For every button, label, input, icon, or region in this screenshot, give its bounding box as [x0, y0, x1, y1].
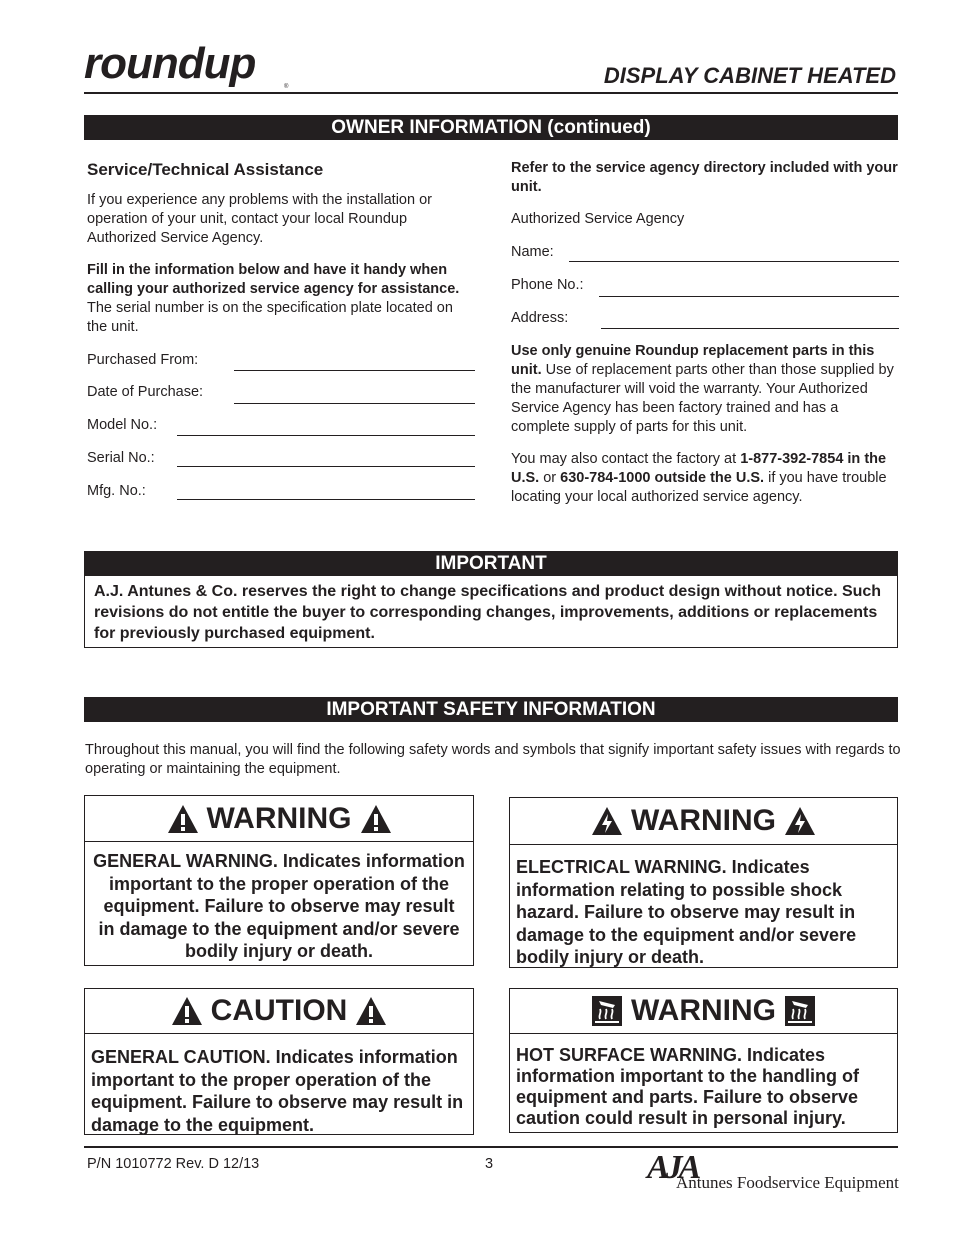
general-caution-header — [85, 989, 473, 1034]
document-title: DISPLAY CABINET HEATED — [603, 63, 896, 88]
antunes-logo: AJA — [647, 1149, 698, 1186]
general-warning-box — [84, 795, 474, 966]
exclamation-triangle-icon — [355, 995, 387, 1027]
general-warning-header — [85, 796, 473, 842]
general-caution-box — [84, 988, 474, 1135]
general-caution-text: GENERAL CAUTION. Indicates information important to the proper operation of the equipment. Failure to observe may result in damage to the equipment. — [91, 1047, 464, 1135]
footer-rule — [84, 1146, 898, 1148]
date-of-purchase-label: Date of Purchase: — [87, 384, 204, 400]
antunes-brand: Antunes Foodservice Equipment — [676, 1173, 899, 1192]
registered-mark: ® — [284, 84, 289, 90]
agency-phone-field[interactable] — [599, 296, 899, 297]
agency-address-field[interactable] — [601, 328, 899, 329]
hot-surface-warning-box — [509, 988, 898, 1133]
serial-no-label: Serial No.: — [87, 450, 155, 466]
fill-in-rest: The serial number is on the specification plate located on the unit. — [87, 300, 453, 335]
electrical-warning-text: ELECTRICAL WARNING. Indicates information relating to possible shock hazard. Failure to observe may result in damage to the equipment and/or severe bodily injury or death. — [516, 857, 857, 967]
model-no-field[interactable] — [177, 435, 475, 436]
agency-name-label: Name: — [511, 244, 554, 260]
serial-no-field[interactable] — [177, 466, 475, 467]
exclamation-triangle-icon — [171, 995, 203, 1027]
important-notice: A.J. Antunes & Co. reserves the right to change specifications and product design without notice. Such revisions do not entitle the buyer to corresponding changes, improvements, additions or replacements for previously purchased equipment. — [84, 576, 898, 648]
roundup-logo: roundup — [84, 39, 256, 88]
mfg-no-label: Mfg. No.: — [87, 483, 146, 499]
agency-address-label: Address: — [511, 310, 569, 326]
safety-info-bar: IMPORTANT SAFETY INFORMATION — [84, 697, 898, 722]
replacement-parts-paragraph — [511, 342, 901, 437]
contact-pre: You may also contact the factory at — [511, 451, 741, 467]
electrical-warning-heading: WARNING — [631, 804, 776, 837]
service-heading: Service/Technical Assistance — [87, 160, 324, 179]
important-bar: IMPORTANT — [84, 551, 898, 576]
general-warning-text: GENERAL WARNING. Indicates information important to the proper operation of the equipment. Failure to observe may result in damage to the equipment and/or severe bodily injury or death. — [93, 851, 465, 961]
general-caution-heading: CAUTION — [210, 994, 348, 1027]
agency-label: Authorized Service Agency — [511, 211, 685, 227]
electrical-warning-header — [510, 798, 897, 845]
exclamation-triangle-icon — [360, 803, 392, 835]
header-rule — [84, 92, 898, 94]
contact-phone-intl: 630-784-1000 outside the U.S. — [560, 470, 765, 486]
fill-in-paragraph — [87, 261, 477, 337]
safety-intro: Throughout this manual, you will find the following safety words and symbols that signify important safety issues with regards to operating or maintaining the equipment. — [85, 742, 901, 777]
contact-or: or — [539, 470, 561, 486]
parts-bold: Use only genuine Roundup replacement parts in this unit. — [511, 343, 875, 378]
electrical-hazard-icon — [784, 805, 816, 837]
electrical-warning-box — [509, 797, 898, 968]
general-warning-heading: WARNING — [206, 801, 352, 835]
hot-surface-icon — [591, 995, 623, 1027]
purchased-from-field[interactable] — [234, 370, 475, 371]
mfg-no-field[interactable] — [177, 499, 475, 500]
contact-phone-us: 1-877-392-7854 in the U.S. — [511, 451, 887, 486]
parts-rest: Use of replacement parts other than those supplied by the manufacturer will void the warranty. Your Authorized Service Agency has been factory trained and has a complete supply of parts for this unit. — [511, 362, 894, 435]
agency-name-field[interactable] — [569, 261, 899, 262]
refer-directory-text: Refer to the service agency directory included with your unit. — [511, 160, 898, 195]
exclamation-triangle-icon — [167, 803, 199, 835]
date-of-purchase-field[interactable] — [234, 403, 475, 404]
page-number: 3 — [485, 1156, 494, 1172]
agency-phone-label: Phone No.: — [511, 277, 584, 293]
factory-contact-paragraph — [511, 450, 891, 507]
hot-surface-warning-heading: WARNING — [631, 994, 776, 1027]
hot-surface-warning-text: HOT SURFACE WARNING. Indicates information important to the handling of equipment and parts. Failure to observe caution could result in personal injury. — [516, 1045, 859, 1128]
part-number: P/N 1010772 Rev. D 12/13 — [87, 1156, 260, 1172]
owner-info-bar: OWNER INFORMATION (continued) — [84, 115, 898, 140]
contact-post: if you have trouble locating your local authorized service agency. — [511, 470, 887, 505]
electrical-hazard-icon — [591, 805, 623, 837]
service-paragraph: If you experience any problems with the installation or operation of your unit, contact your local Roundup Authorized Service Agency. — [87, 192, 432, 246]
hot-surface-icon — [784, 995, 816, 1027]
model-no-label: Model No.: — [87, 417, 158, 433]
purchased-from-label: Purchased From: — [87, 352, 199, 368]
fill-in-bold: Fill in the information below and have it handy when calling your authorized service agency for assistance. — [87, 262, 460, 297]
hot-surface-warning-header — [510, 989, 897, 1034]
